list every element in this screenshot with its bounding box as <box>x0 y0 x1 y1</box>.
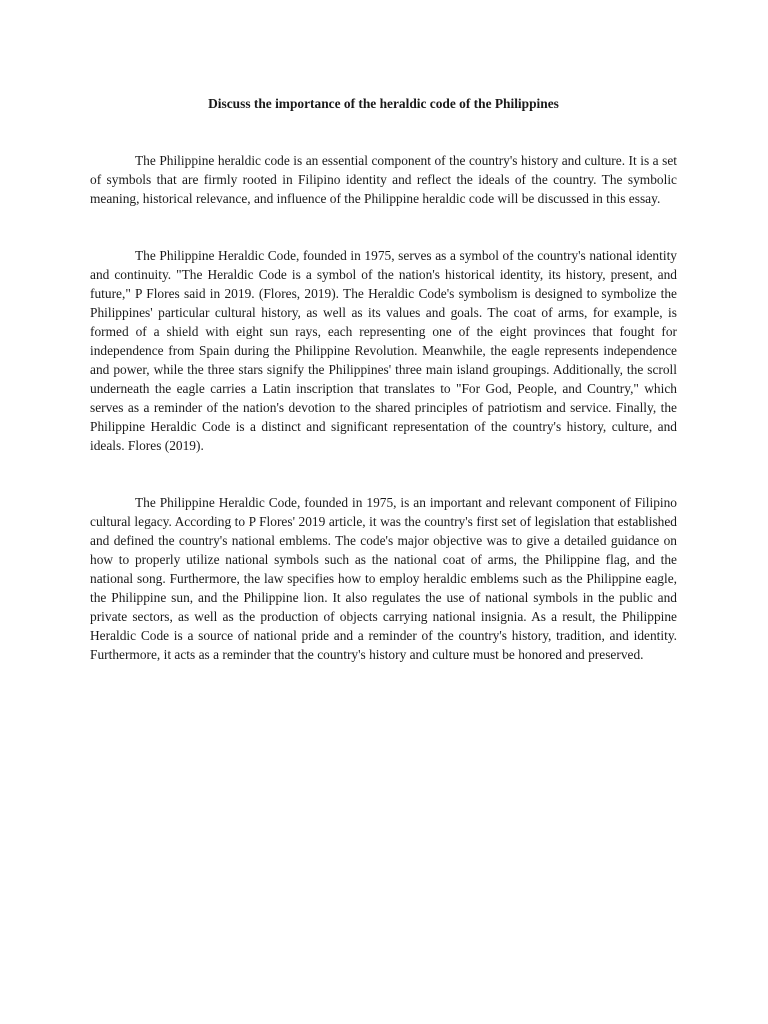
paragraph-legacy: The Philippine Heraldic Code, founded in 1975, is an important and relevant component of Filipino cultural legacy. According to P Flores' 2019 article, it was the country's first set of legislation that established and defined the country's national emblems. The code's major objective was to give a detailed guidance on how to properly utilize national symbols such as the national coat of arms, the Philippine flag, and the national song. Furthermore, the law specifies how to employ heraldic emblems such as the Philippine eagle, the Philippine sun, and the Philippine lion. It also regulates the use of national symbols in the public and private sectors, as well as the production of objects carrying national insignia. As a result, the Philippine Heraldic Code is a source of national pride and a reminder of the country's history, tradition, and identity. Furthermore, it acts as a reminder that the country's history and culture must be honored and preserved. <box>90 495 677 662</box>
paragraph-symbolism: The Philippine Heraldic Code, founded in 1975, serves as a symbol of the country's national identity and continuity. "The Heraldic Code is a symbol of the nation's historical identity, its history, present, and future," P Flores said in 2019. (Flores, 2019). The Heraldic Code's symbolism is designed to symbolize the Philippines' particular cultural history, as well as its values and goals. The coat of arms, for example, is formed of a shield with eight sun rays, each representing one of the eight provinces that fought for independence from Spain during the Philippine Revolution. Meanwhile, the eagle represents independence and power, while the three stars signify the Philippines' three main island groupings. Additionally, the scroll underneath the eagle carries a Latin inscription that translates to "For God, People, and Country," which serves as a reminder of the nation's devotion to the shared principles of patriotism and service. Finally, the Philippine Heraldic Code is a distinct and significant representation of the country's history, culture, and ideals. Flores (2019). <box>90 248 677 453</box>
document-body <box>90 94 677 664</box>
document-title: Discuss the importance of the heraldic code of the Philippines <box>208 96 559 111</box>
paragraph-introduction: The Philippine heraldic code is an essential component of the country's history and culture. It is a set of symbols that are firmly rooted in Filipino identity and reflect the ideals of the country. The symbolic meaning, historical relevance, and influence of the Philippine heraldic code will be discussed in this essay. <box>90 153 677 206</box>
